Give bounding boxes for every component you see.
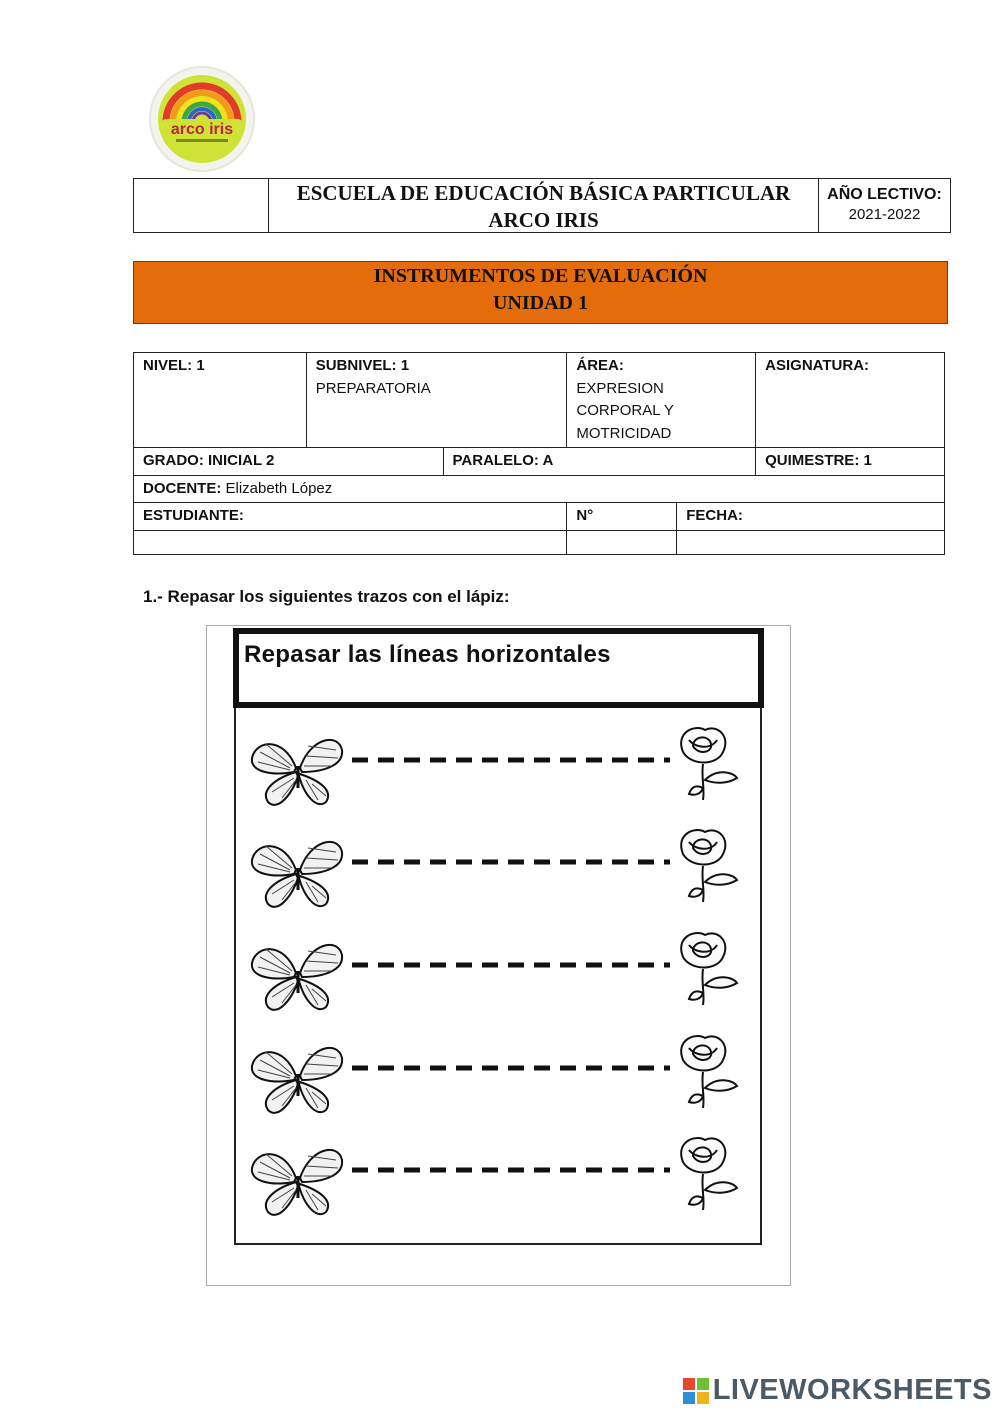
- header-empty-cell: [134, 179, 269, 232]
- tracing-row: [240, 1028, 760, 1128]
- student-info-table: [133, 352, 945, 555]
- school-logo: [142, 64, 262, 174]
- rose-icon: [665, 722, 745, 806]
- butterfly-icon: [246, 830, 346, 914]
- rose-icon: [665, 1030, 745, 1114]
- area-cell: ÁREA: EXPRESION CORPORAL Y MOTRICIDAD: [567, 353, 756, 448]
- numero-label-cell: N°: [567, 503, 677, 531]
- school-year-cell: [819, 179, 950, 232]
- quimestre-cell: QUIMESTRE: 1: [756, 448, 945, 476]
- dashed-trace-line[interactable]: [352, 755, 672, 765]
- butterfly-icon: [246, 728, 346, 812]
- header-table: [133, 178, 951, 233]
- numero-field[interactable]: [567, 530, 677, 554]
- rose-icon: [665, 1132, 745, 1216]
- butterfly-icon: [246, 933, 346, 1017]
- tracing-row: [240, 822, 760, 922]
- svg-text:arco iris: arco iris: [170, 121, 234, 138]
- fecha-label-cell: FECHA:: [677, 503, 945, 531]
- dashed-trace-line[interactable]: [352, 960, 672, 970]
- subnivel-cell: SUBNIVEL: 1 PREPARATORIA: [306, 353, 567, 448]
- liveworksheets-watermark: [683, 1374, 992, 1407]
- tracing-row: [240, 720, 760, 820]
- liveworksheets-logo-icon: [683, 1378, 709, 1404]
- tracing-row: [240, 925, 760, 1025]
- banner-title: INSTRUMENTOS DE EVALUACIÓN: [373, 265, 708, 287]
- rainbow-logo-icon: [142, 64, 262, 174]
- estudiante-field[interactable]: [134, 530, 567, 554]
- docente-cell: DOCENTE: Elizabeth López: [134, 475, 945, 503]
- banner-unit: UNIDAD 1: [493, 292, 588, 314]
- watermark-text: LIVEWORKSHEETS: [712, 1374, 992, 1406]
- evaluation-banner: [133, 261, 948, 324]
- nivel-cell: NIVEL: 1: [134, 353, 307, 448]
- dashed-trace-line[interactable]: [352, 857, 672, 867]
- worksheet-title: Repasar las líneas horizontales: [244, 641, 611, 668]
- school-name-cell: [269, 179, 819, 232]
- tracing-row: [240, 1130, 760, 1230]
- dashed-trace-line[interactable]: [352, 1165, 672, 1175]
- asignatura-cell: ASIGNATURA:: [756, 353, 945, 448]
- grado-cell: GRADO: INICIAL 2: [134, 448, 444, 476]
- school-name-line1: ESCUELA DE EDUCACIÓN BÁSICA PARTICULAR: [296, 181, 791, 205]
- school-year-value: 2021-2022: [848, 206, 921, 223]
- paralelo-cell: PARALELO: A: [443, 448, 756, 476]
- butterfly-icon: [246, 1036, 346, 1120]
- estudiante-label-cell: ESTUDIANTE:: [134, 503, 567, 531]
- dashed-trace-line[interactable]: [352, 1063, 672, 1073]
- rose-icon: [665, 824, 745, 908]
- fecha-field[interactable]: [677, 530, 945, 554]
- question-prompt: 1.- Repasar los siguientes trazos con el lápiz:: [143, 587, 510, 606]
- butterfly-icon: [246, 1138, 346, 1222]
- school-name-line2: ARCO IRIS: [488, 208, 599, 232]
- school-year-label: AÑO LECTIVO:: [827, 186, 942, 203]
- rose-icon: [665, 927, 745, 1011]
